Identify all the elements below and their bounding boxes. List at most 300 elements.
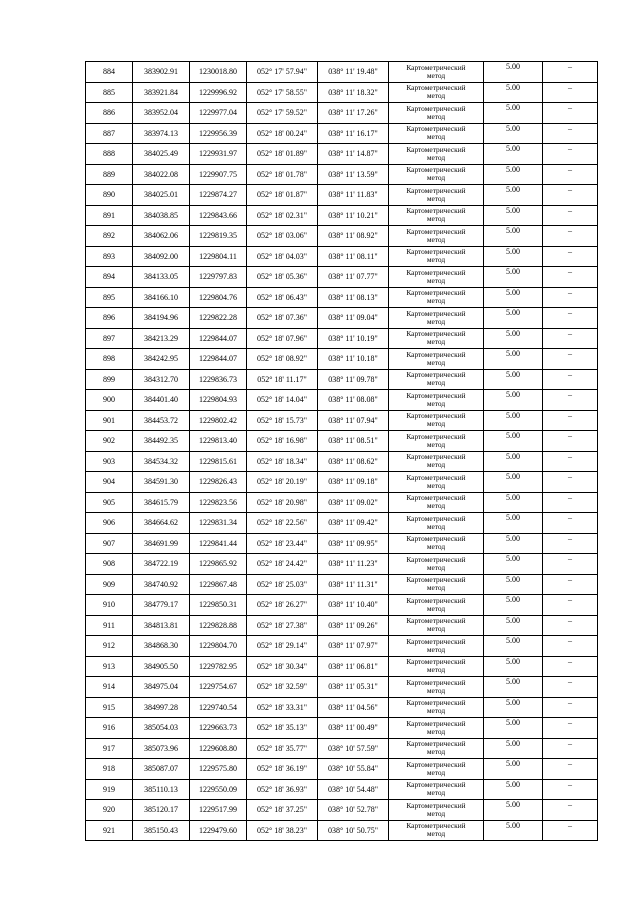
method-line-2: метод xyxy=(426,706,446,716)
longitude-cell: 038° 11' 08.92" xyxy=(318,226,389,247)
method-cell xyxy=(389,82,484,103)
coord-y-cell: 1229867.48 xyxy=(190,574,247,595)
table-row xyxy=(86,738,598,759)
table-row xyxy=(86,431,598,452)
method-line-1: Картометрический xyxy=(406,472,466,482)
longitude-cell: 038° 11' 08.08" xyxy=(318,390,389,411)
longitude-cell: 038° 11' 07.77" xyxy=(318,267,389,288)
coord-y-cell: 1229826.43 xyxy=(190,472,247,493)
dash-cell: – xyxy=(543,554,598,575)
longitude-cell: 038° 11' 10.19" xyxy=(318,328,389,349)
coord-y-cell: 1229836.73 xyxy=(190,369,247,390)
accuracy-cell: 5.00 xyxy=(484,595,543,616)
method-line-2: метод xyxy=(426,439,446,449)
coord-x-cell: 384615.79 xyxy=(133,492,190,513)
method-line-1: Картометрический xyxy=(406,616,466,626)
coord-x-cell: 385073.96 xyxy=(133,738,190,759)
method-cell xyxy=(389,103,484,124)
method-line-1: Картометрический xyxy=(406,144,466,154)
table-row xyxy=(86,308,598,329)
method-line-1: Картометрический xyxy=(406,739,466,749)
dash-cell: – xyxy=(543,328,598,349)
longitude-cell: 038° 10' 50.75" xyxy=(318,820,389,841)
method-line-1: Картометрический xyxy=(406,185,466,195)
coord-y-cell: 1229874.27 xyxy=(190,185,247,206)
table-row xyxy=(86,492,598,513)
latitude-cell: 052° 18' 24.42" xyxy=(247,554,318,575)
method-line-1: Картометрический xyxy=(406,698,466,708)
method-line-2: метод xyxy=(426,624,446,634)
accuracy-cell: 5.00 xyxy=(484,574,543,595)
method-line-1: Картометрический xyxy=(406,513,466,523)
point-number-cell: 915 xyxy=(86,697,133,718)
accuracy-cell: 5.00 xyxy=(484,697,543,718)
coord-x-cell: 384722.19 xyxy=(133,554,190,575)
longitude-cell: 038° 11' 14.87" xyxy=(318,144,389,165)
method-line-2: метод xyxy=(426,788,446,798)
method-line-2: метод xyxy=(426,747,446,757)
coord-y-cell: 1229804.93 xyxy=(190,390,247,411)
method-line-2: метод xyxy=(426,337,446,347)
latitude-cell: 052° 18' 18.34" xyxy=(247,451,318,472)
coord-x-cell: 384092.00 xyxy=(133,246,190,267)
coord-x-cell: 384492.35 xyxy=(133,431,190,452)
method-cell xyxy=(389,595,484,616)
method-line-1: Картометрический xyxy=(406,226,466,236)
longitude-cell: 038° 11' 17.26" xyxy=(318,103,389,124)
method-line-2: метод xyxy=(426,562,446,572)
table-body xyxy=(86,62,598,841)
latitude-cell: 052° 17' 57.94" xyxy=(247,62,318,83)
longitude-cell: 038° 11' 11.23" xyxy=(318,554,389,575)
table-row xyxy=(86,472,598,493)
coord-x-cell: 383921.84 xyxy=(133,82,190,103)
coord-x-cell: 384312.70 xyxy=(133,369,190,390)
longitude-cell: 038° 11' 10.18" xyxy=(318,349,389,370)
dash-cell: – xyxy=(543,410,598,431)
point-number-cell: 889 xyxy=(86,164,133,185)
coord-x-cell: 384868.30 xyxy=(133,636,190,657)
accuracy-cell: 5.00 xyxy=(484,349,543,370)
method-cell xyxy=(389,349,484,370)
accuracy-cell: 5.00 xyxy=(484,123,543,144)
latitude-cell: 052° 18' 07.96" xyxy=(247,328,318,349)
method-line-1: Картометрический xyxy=(406,206,466,216)
longitude-cell: 038° 11' 09.42" xyxy=(318,513,389,534)
accuracy-cell: 5.00 xyxy=(484,513,543,534)
dash-cell: – xyxy=(543,533,598,554)
method-line-1: Картометрический xyxy=(406,62,466,72)
point-number-cell: 887 xyxy=(86,123,133,144)
longitude-cell: 038° 10' 55.84" xyxy=(318,759,389,780)
coord-y-cell: 1230018.80 xyxy=(190,62,247,83)
method-cell xyxy=(389,267,484,288)
method-cell xyxy=(389,656,484,677)
method-line-1: Картометрический xyxy=(406,370,466,380)
latitude-cell: 052° 18' 20.19" xyxy=(247,472,318,493)
coord-y-cell: 1229550.09 xyxy=(190,779,247,800)
point-number-cell: 909 xyxy=(86,574,133,595)
longitude-cell: 038° 11' 10.21" xyxy=(318,205,389,226)
coord-y-cell: 1229931.97 xyxy=(190,144,247,165)
accuracy-cell: 5.00 xyxy=(484,82,543,103)
latitude-cell: 052° 18' 16.98" xyxy=(247,431,318,452)
latitude-cell: 052° 18' 37.25" xyxy=(247,800,318,821)
method-line-1: Картометрический xyxy=(406,390,466,400)
coord-x-cell: 384534.32 xyxy=(133,451,190,472)
method-cell xyxy=(389,779,484,800)
longitude-cell: 038° 11' 05.31" xyxy=(318,677,389,698)
accuracy-cell: 5.00 xyxy=(484,533,543,554)
coord-y-cell: 1229782.95 xyxy=(190,656,247,677)
table-row xyxy=(86,574,598,595)
latitude-cell: 052° 18' 11.17" xyxy=(247,369,318,390)
table-row xyxy=(86,328,598,349)
dash-cell: – xyxy=(543,800,598,821)
method-cell xyxy=(389,246,484,267)
dash-cell: – xyxy=(543,205,598,226)
table-row xyxy=(86,82,598,103)
table-row xyxy=(86,369,598,390)
method-cell xyxy=(389,144,484,165)
point-number-cell: 907 xyxy=(86,533,133,554)
latitude-cell: 052° 18' 00.24" xyxy=(247,123,318,144)
method-line-1: Картометрический xyxy=(406,493,466,503)
accuracy-cell: 5.00 xyxy=(484,615,543,636)
method-line-2: метод xyxy=(426,357,446,367)
point-number-cell: 921 xyxy=(86,820,133,841)
method-line-2: метод xyxy=(426,275,446,285)
longitude-cell: 038° 10' 54.48" xyxy=(318,779,389,800)
method-line-1: Картометрический xyxy=(406,759,466,769)
accuracy-cell: 5.00 xyxy=(484,677,543,698)
longitude-cell: 038° 11' 19.48" xyxy=(318,62,389,83)
coord-y-cell: 1229977.04 xyxy=(190,103,247,124)
accuracy-cell: 5.00 xyxy=(484,554,543,575)
point-number-cell: 916 xyxy=(86,718,133,739)
method-cell xyxy=(389,636,484,657)
table-row xyxy=(86,533,598,554)
latitude-cell: 052° 18' 01.87" xyxy=(247,185,318,206)
latitude-cell: 052° 18' 15.73" xyxy=(247,410,318,431)
latitude-cell: 052° 18' 27.38" xyxy=(247,615,318,636)
table-row xyxy=(86,164,598,185)
coord-y-cell: 1229996.92 xyxy=(190,82,247,103)
dash-cell: – xyxy=(543,144,598,165)
point-number-cell: 884 xyxy=(86,62,133,83)
point-number-cell: 920 xyxy=(86,800,133,821)
dash-cell: – xyxy=(543,431,598,452)
longitude-cell: 038° 11' 16.17" xyxy=(318,123,389,144)
dash-cell: – xyxy=(543,820,598,841)
method-cell xyxy=(389,820,484,841)
dash-cell: – xyxy=(543,103,598,124)
dash-cell: – xyxy=(543,287,598,308)
method-line-1: Картометрический xyxy=(406,267,466,277)
coord-y-cell: 1229804.11 xyxy=(190,246,247,267)
table-row xyxy=(86,267,598,288)
table-row xyxy=(86,820,598,841)
dash-cell: – xyxy=(543,267,598,288)
table-row xyxy=(86,615,598,636)
method-line-2: метод xyxy=(426,767,446,777)
method-line-1: Картометрический xyxy=(406,780,466,790)
method-line-1: Картометрический xyxy=(406,677,466,687)
longitude-cell: 038° 11' 07.94" xyxy=(318,410,389,431)
method-cell xyxy=(389,287,484,308)
dash-cell: – xyxy=(543,677,598,698)
latitude-cell: 052° 18' 35.77" xyxy=(247,738,318,759)
coord-y-cell: 1229802.42 xyxy=(190,410,247,431)
accuracy-cell: 5.00 xyxy=(484,636,543,657)
dash-cell: – xyxy=(543,718,598,739)
method-line-2: метод xyxy=(426,378,446,388)
method-cell xyxy=(389,226,484,247)
method-line-1: Картометрический xyxy=(406,411,466,421)
accuracy-cell: 5.00 xyxy=(484,185,543,206)
method-line-2: метод xyxy=(426,644,446,654)
method-line-2: метод xyxy=(426,255,446,265)
method-line-2: метод xyxy=(426,296,446,306)
point-number-cell: 901 xyxy=(86,410,133,431)
method-line-1: Картометрический xyxy=(406,103,466,113)
method-line-1: Картометрический xyxy=(406,636,466,646)
table-row xyxy=(86,451,598,472)
dash-cell: – xyxy=(543,636,598,657)
coord-y-cell: 1229819.35 xyxy=(190,226,247,247)
accuracy-cell: 5.00 xyxy=(484,759,543,780)
method-line-1: Картометрический xyxy=(406,452,466,462)
accuracy-cell: 5.00 xyxy=(484,800,543,821)
dash-cell: – xyxy=(543,62,598,83)
table-row xyxy=(86,287,598,308)
longitude-cell: 038° 11' 11.83" xyxy=(318,185,389,206)
dash-cell: – xyxy=(543,615,598,636)
method-line-1: Картометрический xyxy=(406,349,466,359)
longitude-cell: 038° 10' 52.78" xyxy=(318,800,389,821)
method-line-2: метод xyxy=(426,501,446,511)
point-number-cell: 890 xyxy=(86,185,133,206)
coord-y-cell: 1229813.40 xyxy=(190,431,247,452)
method-line-2: метод xyxy=(426,603,446,613)
table-row xyxy=(86,800,598,821)
point-number-cell: 891 xyxy=(86,205,133,226)
dash-cell: – xyxy=(543,185,598,206)
point-number-cell: 913 xyxy=(86,656,133,677)
method-line-1: Картометрический xyxy=(406,83,466,93)
accuracy-cell: 5.00 xyxy=(484,738,543,759)
method-cell xyxy=(389,390,484,411)
coord-x-cell: 384691.99 xyxy=(133,533,190,554)
longitude-cell: 038° 11' 04.56" xyxy=(318,697,389,718)
latitude-cell: 052° 18' 08.92" xyxy=(247,349,318,370)
coord-y-cell: 1229823.56 xyxy=(190,492,247,513)
point-number-cell: 902 xyxy=(86,431,133,452)
coord-x-cell: 384038.85 xyxy=(133,205,190,226)
accuracy-cell: 5.00 xyxy=(484,164,543,185)
dash-cell: – xyxy=(543,451,598,472)
method-line-2: метод xyxy=(426,726,446,736)
point-number-cell: 897 xyxy=(86,328,133,349)
longitude-cell: 038° 11' 09.02" xyxy=(318,492,389,513)
latitude-cell: 052° 17' 58.55" xyxy=(247,82,318,103)
table-row xyxy=(86,677,598,698)
accuracy-cell: 5.00 xyxy=(484,779,543,800)
coord-y-cell: 1229740.54 xyxy=(190,697,247,718)
longitude-cell: 038° 11' 18.32" xyxy=(318,82,389,103)
coord-y-cell: 1229754.67 xyxy=(190,677,247,698)
coord-y-cell: 1229841.44 xyxy=(190,533,247,554)
table-row xyxy=(86,779,598,800)
point-number-cell: 896 xyxy=(86,308,133,329)
point-number-cell: 905 xyxy=(86,492,133,513)
coord-x-cell: 384133.05 xyxy=(133,267,190,288)
point-number-cell: 893 xyxy=(86,246,133,267)
method-line-2: метод xyxy=(426,214,446,224)
table-row xyxy=(86,349,598,370)
coordinates-table xyxy=(85,61,598,841)
point-number-cell: 918 xyxy=(86,759,133,780)
table-row xyxy=(86,205,598,226)
coord-y-cell: 1229907.75 xyxy=(190,164,247,185)
point-number-cell: 892 xyxy=(86,226,133,247)
latitude-cell: 052° 18' 26.27" xyxy=(247,595,318,616)
dash-cell: – xyxy=(543,349,598,370)
method-line-2: метод xyxy=(426,808,446,818)
method-cell xyxy=(389,554,484,575)
method-line-2: метод xyxy=(426,111,446,121)
coord-x-cell: 384779.17 xyxy=(133,595,190,616)
table-row xyxy=(86,554,598,575)
method-line-2: метод xyxy=(426,583,446,593)
coord-x-cell: 384740.92 xyxy=(133,574,190,595)
table-row xyxy=(86,226,598,247)
coord-x-cell: 384022.08 xyxy=(133,164,190,185)
longitude-cell: 038° 11' 09.78" xyxy=(318,369,389,390)
method-line-1: Картометрический xyxy=(406,247,466,257)
dash-cell: – xyxy=(543,656,598,677)
longitude-cell: 038° 11' 08.13" xyxy=(318,287,389,308)
longitude-cell: 038° 11' 00.49" xyxy=(318,718,389,739)
latitude-cell: 052° 18' 29.14" xyxy=(247,636,318,657)
coord-y-cell: 1229797.83 xyxy=(190,267,247,288)
method-line-1: Картометрический xyxy=(406,288,466,298)
longitude-cell: 038° 11' 06.81" xyxy=(318,656,389,677)
method-cell xyxy=(389,62,484,83)
method-line-1: Картометрический xyxy=(406,165,466,175)
accuracy-cell: 5.00 xyxy=(484,205,543,226)
latitude-cell: 052° 18' 04.03" xyxy=(247,246,318,267)
accuracy-cell: 5.00 xyxy=(484,328,543,349)
method-cell xyxy=(389,759,484,780)
method-line-2: метод xyxy=(426,480,446,490)
dash-cell: – xyxy=(543,574,598,595)
accuracy-cell: 5.00 xyxy=(484,492,543,513)
method-line-2: метод xyxy=(426,829,446,839)
method-cell xyxy=(389,574,484,595)
dash-cell: – xyxy=(543,82,598,103)
latitude-cell: 052° 18' 07.36" xyxy=(247,308,318,329)
point-number-cell: 904 xyxy=(86,472,133,493)
method-cell xyxy=(389,738,484,759)
dash-cell: – xyxy=(543,759,598,780)
table-row xyxy=(86,62,598,83)
longitude-cell: 038° 11' 09.04" xyxy=(318,308,389,329)
dash-cell: – xyxy=(543,697,598,718)
dash-cell: – xyxy=(543,390,598,411)
coord-y-cell: 1229956.39 xyxy=(190,123,247,144)
accuracy-cell: 5.00 xyxy=(484,103,543,124)
point-number-cell: 910 xyxy=(86,595,133,616)
method-line-2: метод xyxy=(426,665,446,675)
latitude-cell: 052° 18' 14.04" xyxy=(247,390,318,411)
method-cell xyxy=(389,308,484,329)
method-cell xyxy=(389,164,484,185)
dash-cell: – xyxy=(543,595,598,616)
coord-y-cell: 1229804.76 xyxy=(190,287,247,308)
method-line-1: Картометрический xyxy=(406,431,466,441)
method-cell xyxy=(389,718,484,739)
coord-y-cell: 1229865.92 xyxy=(190,554,247,575)
method-line-1: Картометрический xyxy=(406,308,466,318)
longitude-cell: 038° 11' 09.18" xyxy=(318,472,389,493)
latitude-cell: 052° 18' 38.23" xyxy=(247,820,318,841)
latitude-cell: 052° 17' 59.52" xyxy=(247,103,318,124)
dash-cell: – xyxy=(543,123,598,144)
method-line-1: Картометрический xyxy=(406,718,466,728)
method-line-2: метод xyxy=(426,521,446,531)
accuracy-cell: 5.00 xyxy=(484,431,543,452)
method-cell xyxy=(389,697,484,718)
accuracy-cell: 5.00 xyxy=(484,267,543,288)
point-number-cell: 919 xyxy=(86,779,133,800)
coord-y-cell: 1229844.07 xyxy=(190,328,247,349)
point-number-cell: 899 xyxy=(86,369,133,390)
point-number-cell: 885 xyxy=(86,82,133,103)
accuracy-cell: 5.00 xyxy=(484,226,543,247)
table-row xyxy=(86,595,598,616)
method-line-1: Картометрический xyxy=(406,124,466,134)
coord-y-cell: 1229850.31 xyxy=(190,595,247,616)
longitude-cell: 038° 11' 11.31" xyxy=(318,574,389,595)
latitude-cell: 052° 18' 25.03" xyxy=(247,574,318,595)
coord-x-cell: 384664.62 xyxy=(133,513,190,534)
accuracy-cell: 5.00 xyxy=(484,287,543,308)
latitude-cell: 052° 18' 32.59" xyxy=(247,677,318,698)
point-number-cell: 912 xyxy=(86,636,133,657)
method-line-2: метод xyxy=(426,460,446,470)
method-line-1: Картометрический xyxy=(406,575,466,585)
coord-x-cell: 384813.81 xyxy=(133,615,190,636)
coord-x-cell: 385150.43 xyxy=(133,820,190,841)
coord-x-cell: 384905.50 xyxy=(133,656,190,677)
method-line-1: Картометрический xyxy=(406,657,466,667)
longitude-cell: 038° 11' 08.11" xyxy=(318,246,389,267)
latitude-cell: 052° 18' 01.89" xyxy=(247,144,318,165)
coord-x-cell: 384591.30 xyxy=(133,472,190,493)
dash-cell: – xyxy=(543,492,598,513)
accuracy-cell: 5.00 xyxy=(484,390,543,411)
method-line-1: Картометрический xyxy=(406,821,466,831)
point-number-cell: 903 xyxy=(86,451,133,472)
method-line-2: метод xyxy=(426,316,446,326)
coord-x-cell: 384401.40 xyxy=(133,390,190,411)
accuracy-cell: 5.00 xyxy=(484,718,543,739)
coord-y-cell: 1229804.70 xyxy=(190,636,247,657)
coord-x-cell: 384025.01 xyxy=(133,185,190,206)
coord-x-cell: 384025.49 xyxy=(133,144,190,165)
table-row xyxy=(86,246,598,267)
